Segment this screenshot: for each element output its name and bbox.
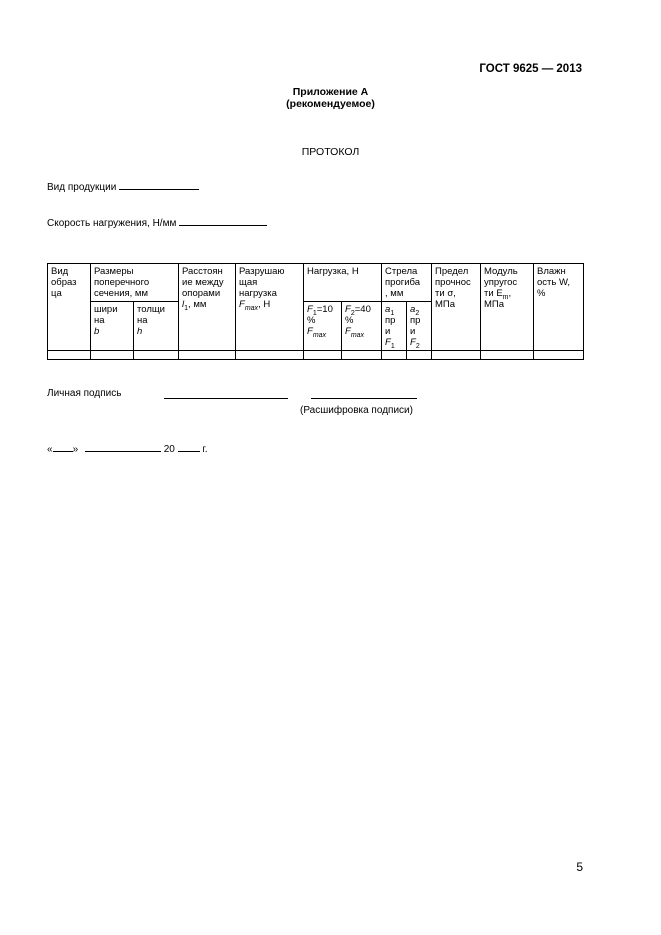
protocol-table (47, 263, 584, 360)
loading-speed-blank (179, 215, 267, 226)
product-type-field (47, 179, 199, 193)
header-a2: $a_2$ пр и $F_2$ (407, 302, 432, 351)
header-f1: $F_1=10$ % $F_{max}$ (304, 302, 342, 351)
header-width: шири на b (91, 302, 134, 351)
date-line (47, 441, 208, 455)
header-moisture: Влажн ость W, % (534, 264, 584, 351)
table-row (48, 351, 584, 360)
page-number: 5 (576, 860, 583, 874)
table-header-row (48, 264, 584, 302)
header-deflection: Стрела прогиба , мм (382, 264, 432, 302)
open-quote: « (47, 444, 53, 455)
decode-label: (Расшифровка подписи) (300, 405, 413, 416)
signature-label: Личная подпись (47, 388, 122, 399)
header-sample: Вид образ ца (48, 264, 91, 351)
header-span: Расстоян ие между опорами $l_1$, мм (179, 264, 236, 351)
document-title: ПРОТОКОЛ (301, 146, 360, 158)
loading-speed-field (47, 215, 267, 229)
header-thickness: толщи на h (134, 302, 179, 351)
header-strength: Предел прочнос ти σ, МПа (432, 264, 481, 351)
header-f2: $F_2=40$ % $F_{max}$ (342, 302, 382, 351)
month-blank (85, 441, 161, 452)
close-quote: » (72, 444, 79, 455)
day-blank (53, 441, 73, 452)
header-dimensions: Размеры поперечного сечения, мм (91, 264, 179, 302)
appendix-title: Приложение А (292, 86, 369, 98)
year-suffix: г. (202, 444, 208, 455)
year-blank (178, 441, 200, 452)
loading-speed-label: Скорость нагружения, Н/мм (47, 218, 177, 229)
decode-blank (311, 398, 417, 399)
header-a1: $a_1$ пр и $F_1$ (382, 302, 407, 351)
header-load: Нагрузка, Н (304, 264, 382, 302)
header-breaking-load: Разрушаю щая нагрузка $F_{max}$, Н (236, 264, 304, 351)
appendix-note: (рекомендуемое) (286, 98, 375, 110)
signature-blank (164, 398, 288, 399)
product-type-label: Вид продукции (47, 182, 117, 193)
header-modulus: Модуль упругос ти $E_m$, МПа (481, 264, 534, 351)
product-type-blank (119, 179, 199, 190)
year-prefix: 20 (163, 444, 175, 455)
standard-number: ГОСТ 9625 — 2013 (479, 63, 582, 75)
